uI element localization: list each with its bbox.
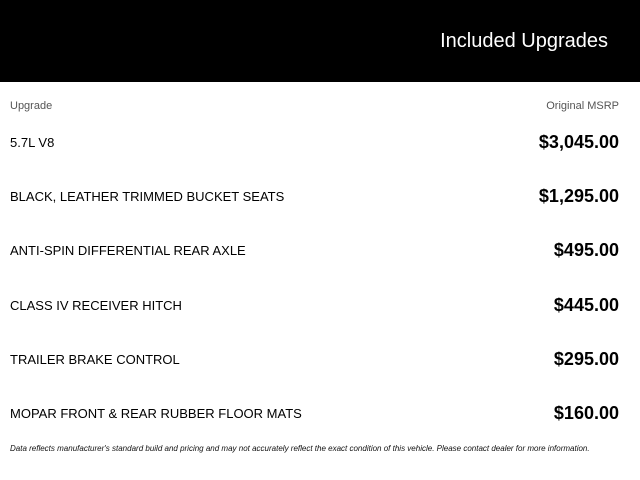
upgrade-row [0, 182, 640, 212]
header-bar [0, 0, 640, 82]
upgrade-name: CLASS IV RECEIVER HITCH [10, 298, 182, 313]
upgrade-name: ANTI-SPIN DIFFERENTIAL REAR AXLE [10, 243, 246, 258]
upgrade-row [0, 236, 640, 266]
upgrade-price: $445.00 [553, 295, 619, 315]
upgrade-name: TRAILER BRAKE CONTROL [10, 352, 180, 367]
upgrade-price: $1,295.00 [538, 186, 619, 206]
upgrade-name: 5.7L V8 [10, 135, 55, 150]
upgrade-name: BLACK, LEATHER TRIMMED BUCKET SEATS [10, 189, 285, 204]
upgrade-price: $295.00 [553, 349, 619, 369]
column-header-upgrade: Upgrade [10, 100, 53, 112]
upgrade-name: MOPAR FRONT & REAR RUBBER FLOOR MATS [10, 406, 302, 421]
upgrade-row [0, 291, 640, 321]
disclaimer-text: Data reflects manufacturer's standard build and pricing and may not accurately reflect the exact condition of this vehicle. Please contact dealer for more information. [10, 444, 590, 453]
upgrade-price: $495.00 [553, 240, 619, 260]
upgrade-row [0, 399, 640, 429]
upgrade-row [0, 128, 640, 158]
page-title: Included Upgrades [440, 30, 608, 52]
upgrade-price: $160.00 [553, 403, 619, 423]
upgrade-price: $3,045.00 [538, 132, 619, 152]
upgrade-row [0, 345, 640, 375]
column-header-msrp: Original MSRP [546, 100, 619, 112]
